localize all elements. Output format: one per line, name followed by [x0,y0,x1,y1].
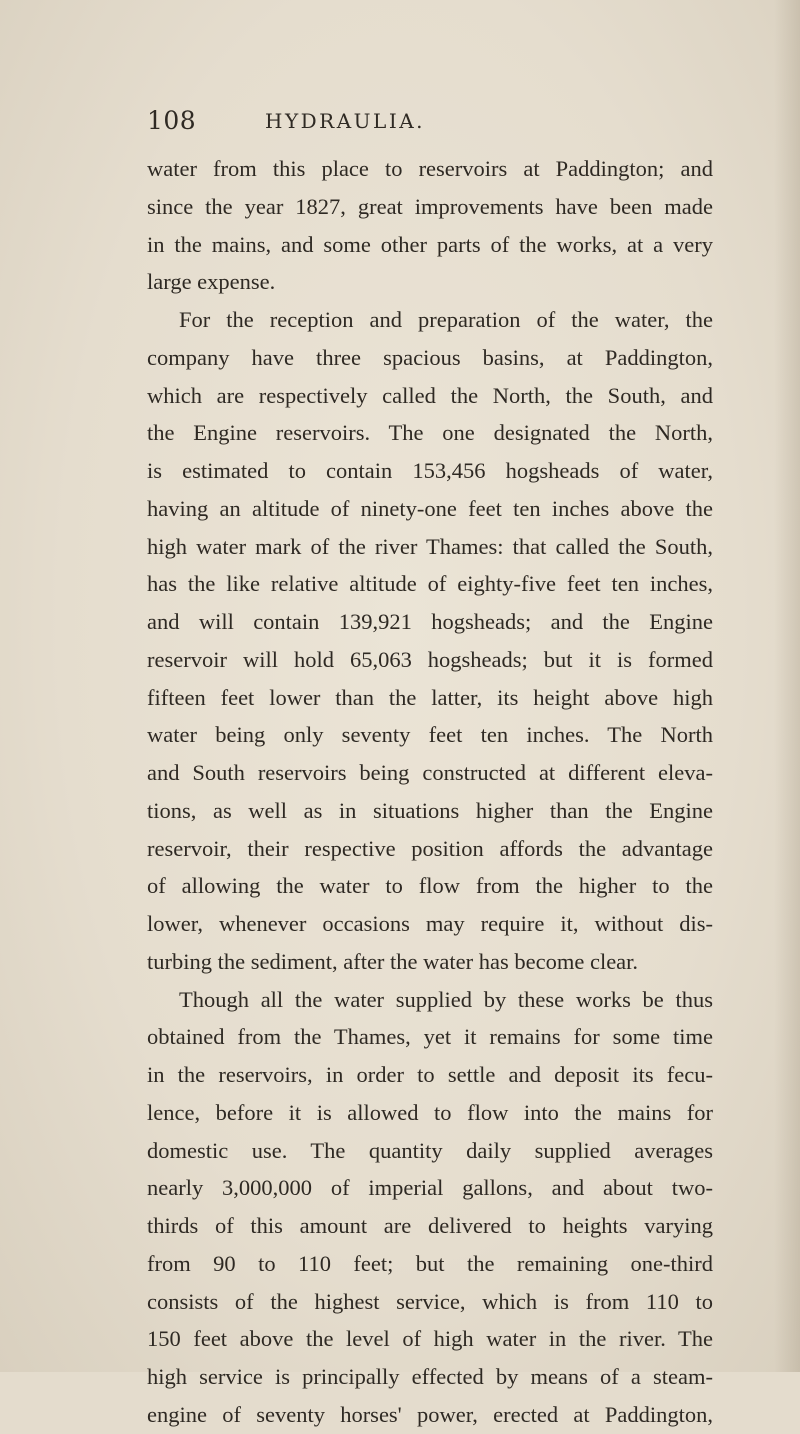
text-line: lence, before it is allowed to flow into the mains for [147,1099,713,1125]
text-line: in the reservoirs, in order to settle and deposit its fecu- [147,1062,713,1087]
text-line: reservoir, their respective position affords the advantage [147,835,713,861]
text-line: tions, as well as in situations higher than the Engine [147,797,713,823]
text-line: thirds of this amount are delivered to heights varying [147,1213,713,1238]
text-line: the Engine reservoirs. The one designated the North, [147,420,713,446]
page-number: 108 [147,106,197,135]
text-line: water from this place to reservoirs at Paddington; and [147,156,713,181]
text-line: and South reservoirs being constructed at different eleva- [147,760,713,785]
text-line: domestic use. The quantity daily supplied averages [147,1137,713,1163]
text-line: fifteen feet lower than the latter, its height above high [147,684,713,710]
paragraph-first-line: Though all the water supplied by these works be thus [179,986,713,1012]
paragraph-first-line: For the reception and preparation of the water, the [179,307,713,332]
text-line: and will contain 139,921 hogsheads; and the Engine [147,609,713,634]
text-line: lower, whenever occasions may require it, without dis- [147,911,713,936]
text-line: large expense. [147,269,276,295]
text-line: 150 feet above the level of high water in the river. The [147,1326,713,1352]
text-line: since the year 1827, great improvements have been made [147,193,713,219]
text-line: nearly 3,000,000 of imperial gallons, and about two- [147,1175,713,1201]
text-line: is estimated to contain 153,456 hogsheads of water, [147,458,713,483]
text-line: consists of the highest service, which is from 110 to [147,1288,713,1314]
text-line: obtained from the Thames, yet it remains for some time [147,1024,713,1050]
text-line: high service is principally effected by means of a steam- [147,1364,713,1389]
text-line: in the mains, and some other parts of the works, at a very [147,231,713,257]
text-line: which are respectively called the North, the South, and [147,382,713,408]
text-line: engine of seventy horses' power, erected at Paddington, [147,1401,713,1427]
page-header [147,106,720,136]
running-head: HYDRAULIA. [265,109,426,133]
text-line: high water mark of the river Thames: that called the South, [147,533,713,559]
text-line: reservoir will hold 65,063 hogsheads; but it is formed [147,646,713,672]
text-line: from 90 to 110 feet; but the remaining one-third [147,1250,713,1276]
text-line: turbing the sediment, after the water has become clear. [147,948,639,974]
text-line: has the like relative altitude of eighty-five feet ten inches, [147,571,713,597]
body-text [147,150,713,1434]
text-line: water being only seventy feet ten inches. The North [147,722,713,748]
text-line: of allowing the water to flow from the higher to the [147,873,713,899]
text-line: having an altitude of ninety-one feet ten inches above the [147,495,713,521]
text-line: company have three spacious basins, at Paddington, [147,344,713,370]
